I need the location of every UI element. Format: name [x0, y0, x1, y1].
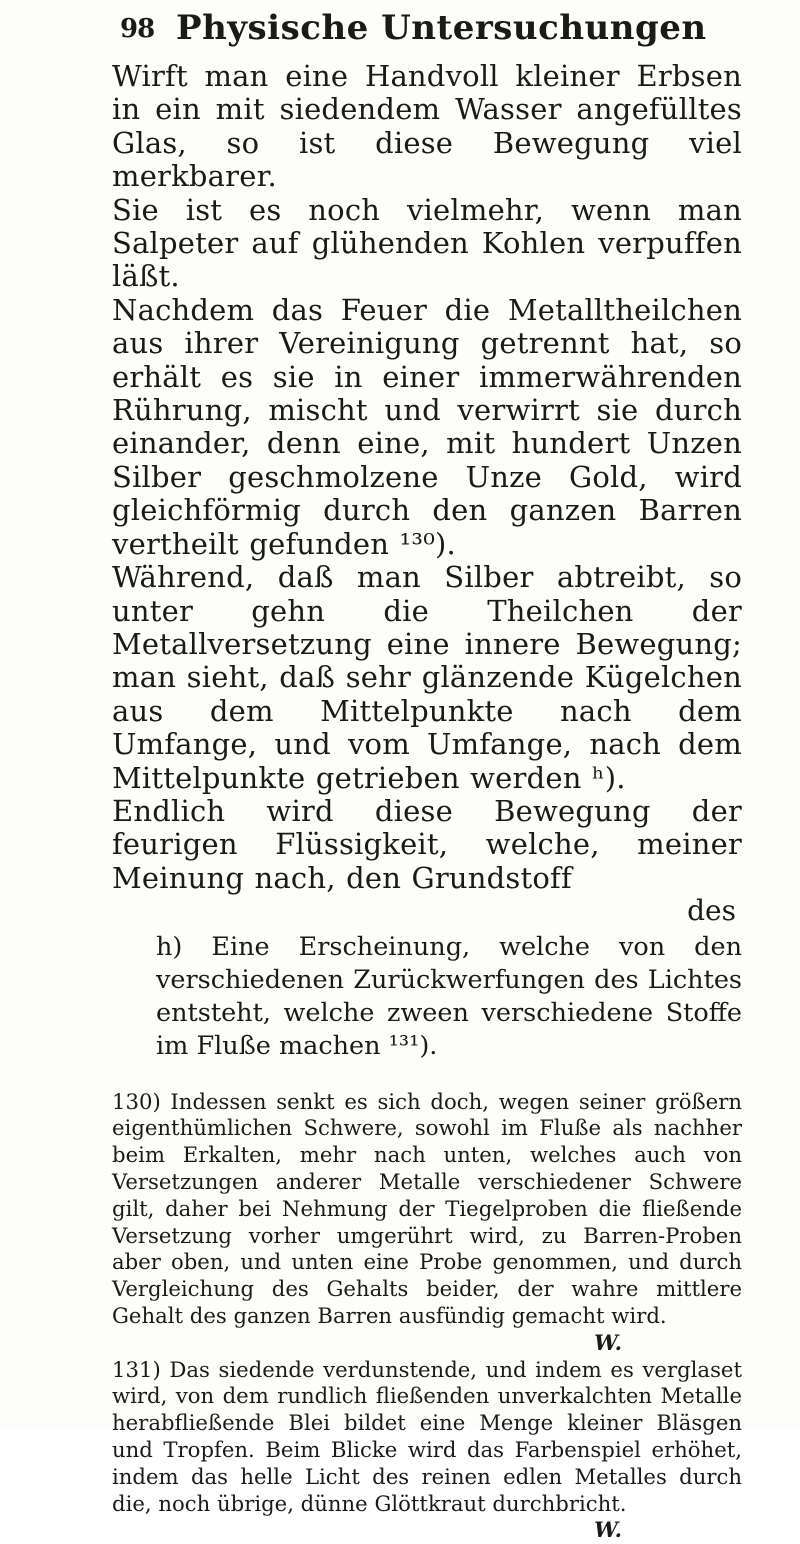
footnote-text: 130) Indessen senkt es sich doch, wegen seiner größern eigenthümlichen Schwere, sowohl im Fluße als nachher beim Erkalten, mehr nach unten, welches auch von Versetzungen anderer Metalle verschiedener Schwere gilt, daher bei Nehmung der Tiegelproben die fließende Versetzung vorher umgerührt wird, zu Barren-Proben aber oben, und unten eine Probe genommen, und durch Vergleichung des Gehalts beider, der wahre mittlere Gehalt des ganzen Barren ausfündig gemacht wird.: [112, 1088, 742, 1329]
main-text: [112, 60, 742, 1544]
paragraph: Endlich wird diese Bewegung der feurigen Flüssigkeit, welche, meiner Meinung nach, den Grundstoff: [112, 793, 742, 895]
page-header: [120, 8, 740, 52]
footnote-text: 131) Das siedende verdunstende, und indem es verglaset wird, von dem rundlich fließenden unverkalchten Metalle herabfließende Blei bildet eine Menge kleiner Bläsgen und Tropfen. Beim Blicke wird das Farbenspiel erhöhet, indem das helle Licht des reinen edlen Metalles durch die, noch übrige, dünne Glöttkraut durchbricht.: [112, 1356, 742, 1516]
footnotes: [112, 1089, 742, 1544]
paragraph: Nachdem das Feuer die Metalltheilchen aus ihrer Vereinigung getrennt hat, so erhält es sie in einer immerwährenden Rührung, mischt und verwirrt sie durch einander, denn eine, mit hundert Unzen Silber geschmolzene Unze Gold, wird gleichförmig durch den ganzen Barren vertheilt gefunden ¹³⁰).: [112, 292, 742, 561]
paragraph: Sie ist es noch vielmehr, wenn man Salpeter auf glühenden Kohlen verpuffen läßt.: [112, 192, 742, 294]
paragraph: Während, daß man Silber abtreibt, so unter gehn die Theilchen der Metallversetzung eine innere Bewegung; man sieht, daß sehr glänzende Kügelchen aus dem Mittelpunkte nach dem Umfange, und vom Umfange, nach dem Mittelpunkte getrieben werden ʰ).: [112, 560, 742, 795]
note-h: h) Eine Erscheinung, welche von den verschiedenen Zurückwerfungen des Lichtes entsteht, welche zween verschiedene Stoffe im Fluße machen ¹³¹).: [156, 932, 742, 1062]
running-title: Physische Untersuchungen: [176, 8, 707, 48]
paragraph: Wirft man eine Handvoll kleiner Erbsen in ein mit siedendem Wasser angefülltes Glas, so ist diese Bewegung viel merkbarer.: [112, 59, 742, 194]
page-number: 98: [120, 14, 155, 44]
footnote-130: [112, 1089, 742, 1357]
footnote-signature: W.: [594, 1517, 622, 1543]
footnote-signature: W.: [594, 1329, 622, 1355]
catchword: des: [687, 894, 736, 928]
footnote-131: [112, 1357, 742, 1544]
